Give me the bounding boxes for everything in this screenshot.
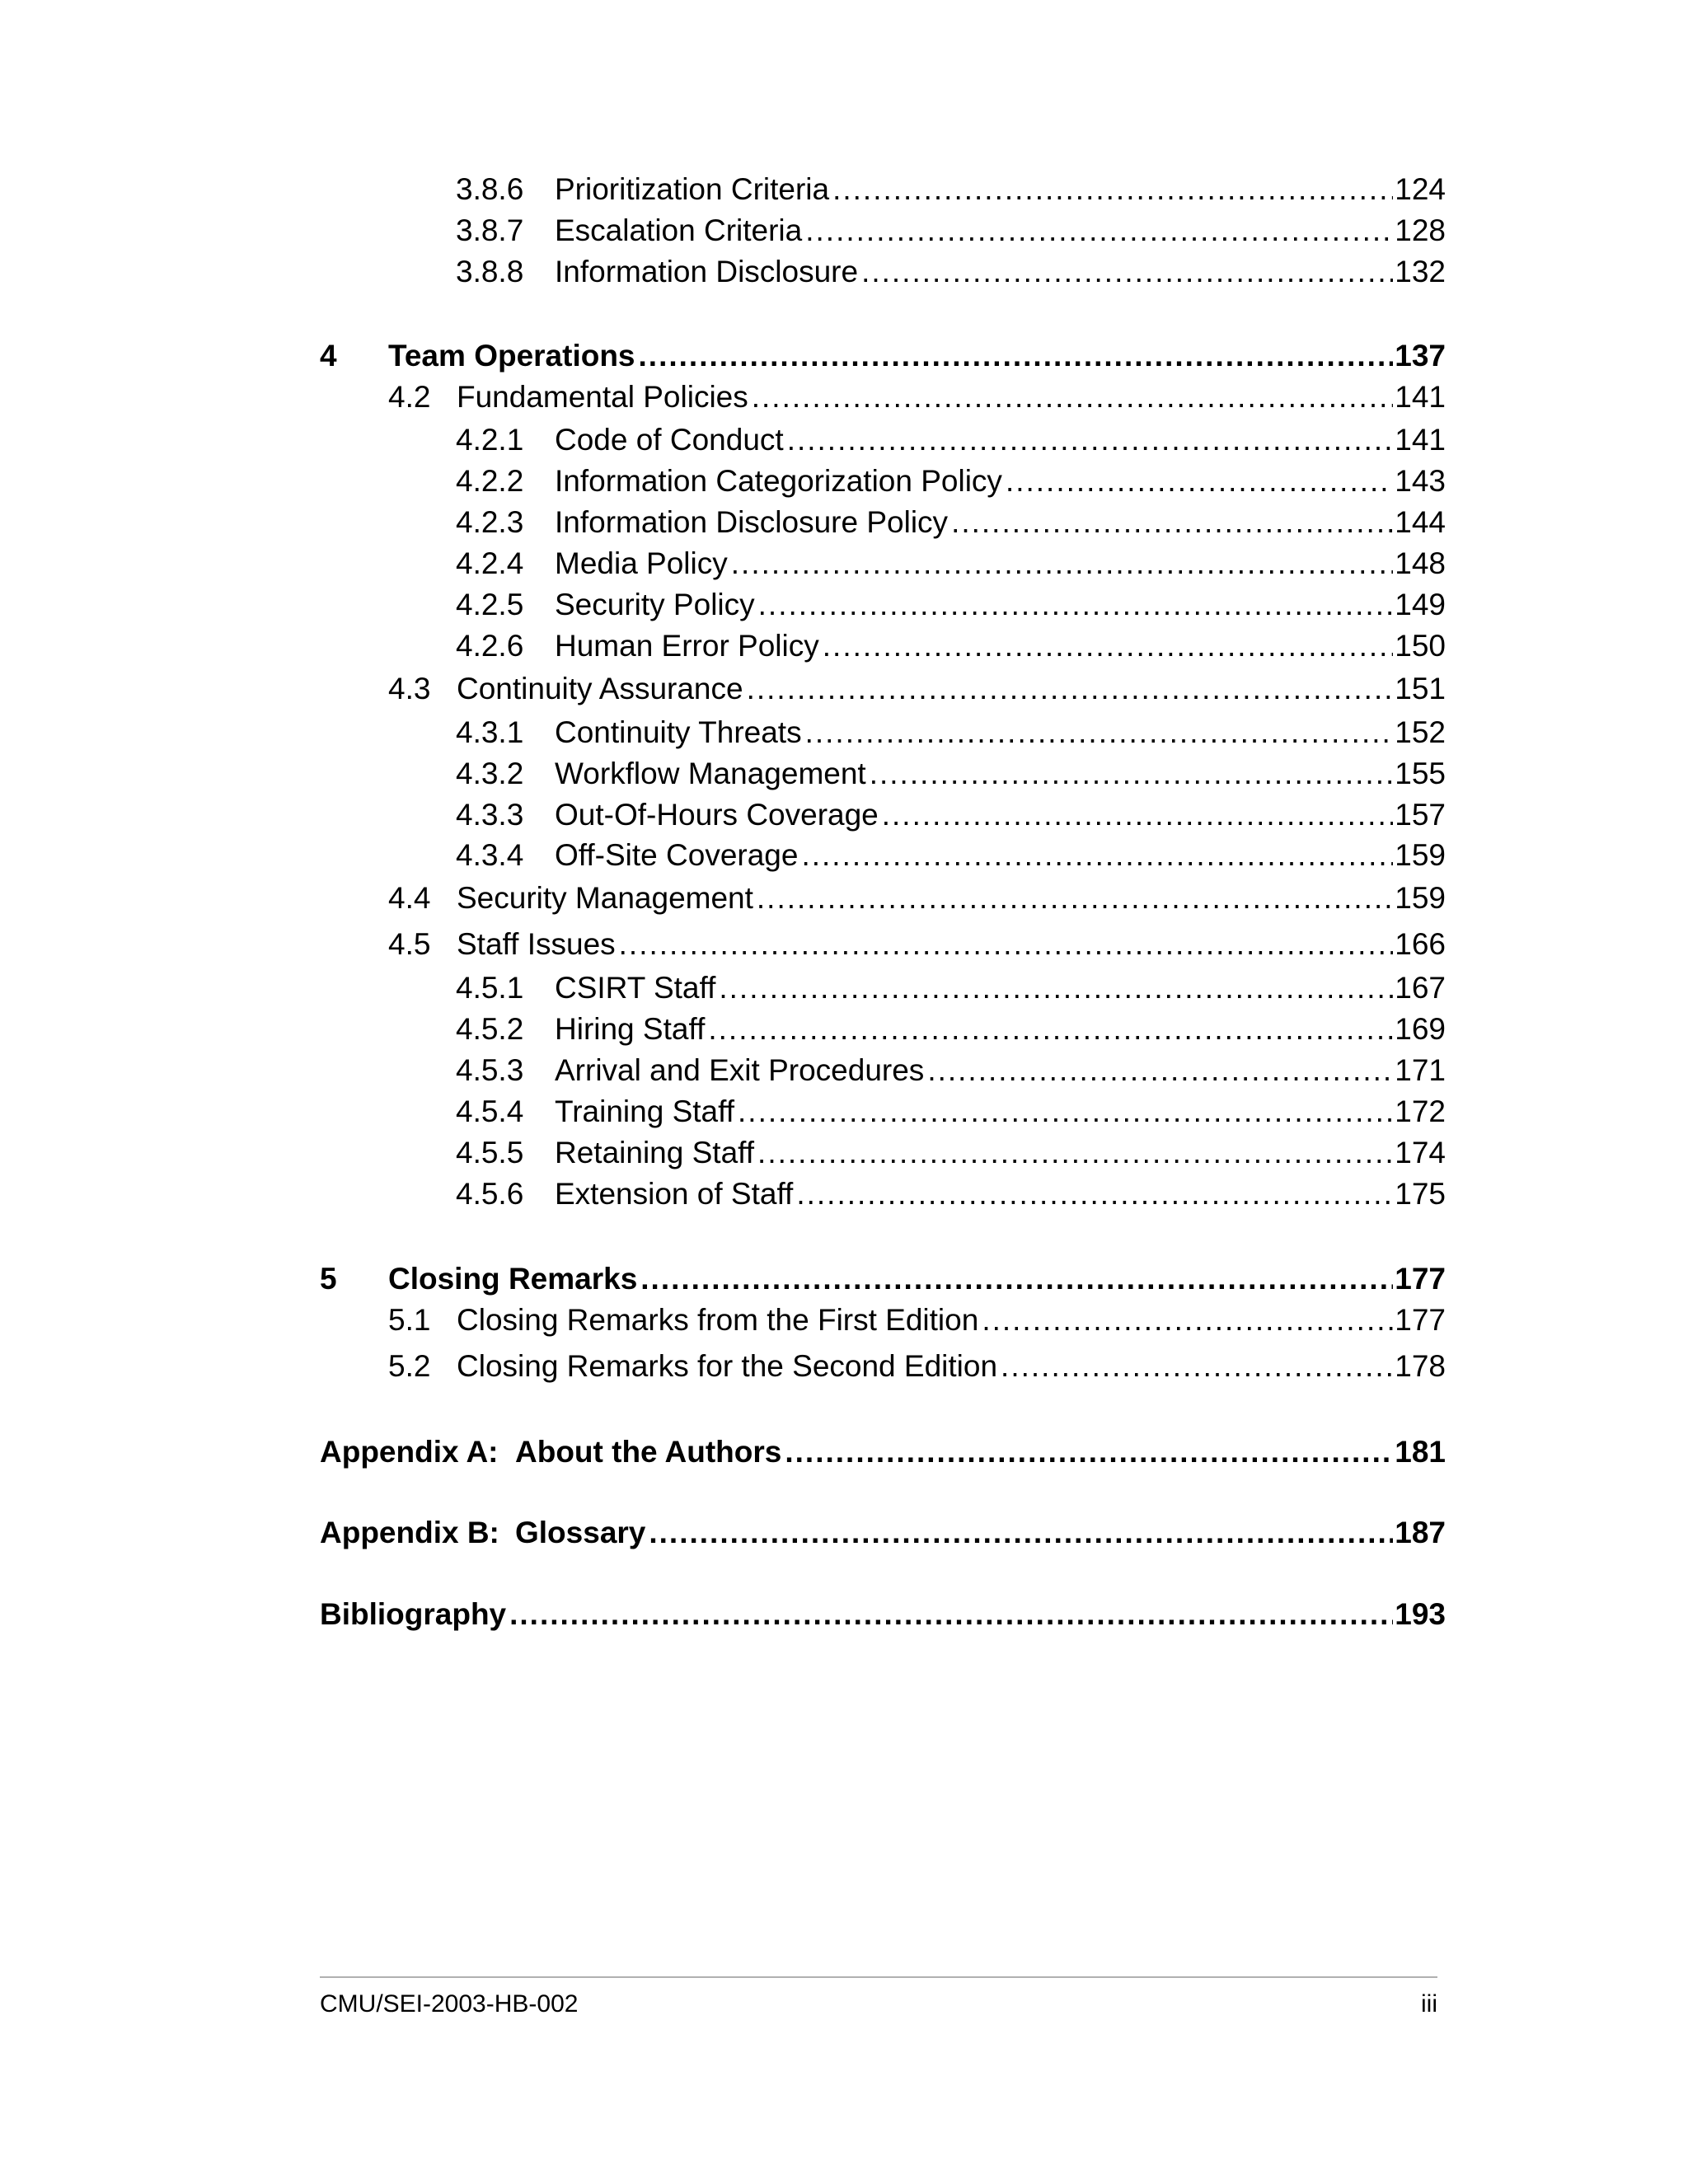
toc-entry-title: About the Authors xyxy=(515,1435,782,1469)
toc-entry-number: 4.3.1 xyxy=(456,715,524,749)
dot-leader xyxy=(748,377,1394,418)
dot-leader xyxy=(734,1091,1393,1132)
toc-entry-page: 143 xyxy=(1395,464,1446,498)
toc-entry-title: Arrival and Exit Procedures xyxy=(555,1053,925,1087)
toc-entry-page: 159 xyxy=(1395,881,1446,915)
toc-entry-number: 4 xyxy=(320,339,337,373)
footer-document-id: CMU/SEI-2003-HB-002 xyxy=(320,1990,579,2018)
toc-entry-number: 4.5.1 xyxy=(456,971,524,1005)
toc-entry-number: 4.5 xyxy=(388,927,431,961)
toc-entry-title: Staff Issues xyxy=(457,927,616,961)
dot-leader xyxy=(635,335,1394,377)
dot-leader xyxy=(802,712,1394,753)
toc-entry-number: 5.2 xyxy=(388,1349,431,1383)
toc-entry-title: Information Disclosure xyxy=(555,255,859,288)
toc-entry-title: Security Policy xyxy=(555,588,755,621)
toc-entry-page: 155 xyxy=(1395,757,1446,790)
toc-entry-number: 4.5.5 xyxy=(456,1136,524,1169)
toc-entry-page: 171 xyxy=(1395,1053,1446,1087)
toc-entry-number: 5 xyxy=(320,1262,337,1296)
dot-leader xyxy=(645,1512,1393,1554)
toc-entry-number: Appendix A: xyxy=(320,1435,499,1469)
dot-leader xyxy=(784,419,1394,461)
dot-leader xyxy=(753,878,1393,919)
toc-entry-page: 151 xyxy=(1395,672,1446,705)
toc-entry-number: 3.8.7 xyxy=(456,213,524,247)
dot-leader xyxy=(798,835,1393,876)
toc-entry-title: Hiring Staff xyxy=(555,1012,706,1046)
toc-entry-title: Team Operations xyxy=(388,339,635,373)
toc-entry-number: 3.8.6 xyxy=(456,172,524,206)
toc-entry-title: Glossary xyxy=(515,1516,646,1549)
toc-entry-page: 132 xyxy=(1395,255,1446,288)
dot-leader xyxy=(755,584,1394,626)
toc-entry-number: 4.5.4 xyxy=(456,1094,524,1128)
dot-leader xyxy=(948,502,1393,543)
toc-entry-number: 4.2 xyxy=(388,380,431,414)
toc-entry-number: 4.2.6 xyxy=(456,629,524,663)
dot-leader xyxy=(781,1432,1393,1473)
dot-leader xyxy=(819,626,1394,667)
toc-entry-number: 4.3.4 xyxy=(456,838,524,872)
toc-entry-number: 4.3 xyxy=(388,672,431,705)
dot-leader xyxy=(1002,461,1393,502)
toc-entry-number: 3.8.8 xyxy=(456,255,524,288)
toc-entry-number: 4.4 xyxy=(388,881,431,915)
toc-entry-title: Off-Site Coverage xyxy=(555,838,799,872)
toc-entry-number: 4.2.1 xyxy=(456,423,524,457)
dot-leader xyxy=(829,169,1393,210)
toc-entry-title: Fundamental Policies xyxy=(457,380,748,414)
dot-leader xyxy=(997,1346,1393,1387)
toc-entry-page: 166 xyxy=(1395,927,1446,961)
toc-entry-title: Closing Remarks for the Second Edition xyxy=(457,1349,998,1383)
dot-leader xyxy=(866,753,1394,794)
toc-entry-page: 193 xyxy=(1395,1597,1446,1631)
toc-entry-page: 177 xyxy=(1395,1303,1446,1337)
dot-leader xyxy=(879,794,1394,836)
toc-entry-title: Closing Remarks xyxy=(388,1262,638,1296)
toc-entry-page: 141 xyxy=(1395,380,1446,414)
toc-entry-title: Human Error Policy xyxy=(555,629,819,663)
toc-entry-page: 141 xyxy=(1395,423,1446,457)
toc-entry-page: 174 xyxy=(1395,1136,1446,1169)
toc-entry-page: 144 xyxy=(1395,505,1446,539)
toc-entry-page: 187 xyxy=(1395,1516,1446,1549)
toc-entry-number: 4.3.2 xyxy=(456,757,524,790)
toc-entry-title: Prioritization Criteria xyxy=(555,172,830,206)
dot-leader xyxy=(743,668,1394,710)
dot-leader xyxy=(728,543,1394,584)
toc-entry-title: Information Categorization Policy xyxy=(555,464,1002,498)
toc-entry-title: Code of Conduct xyxy=(555,423,784,457)
toc-entry-title: Closing Remarks from the First Edition xyxy=(457,1303,979,1337)
toc-entry-title: Workflow Management xyxy=(555,757,866,790)
toc-entry-number: 4.2.5 xyxy=(456,588,524,621)
dot-leader xyxy=(715,968,1393,1009)
toc-entry-number: 4.2.4 xyxy=(456,546,524,580)
toc-entry-page: 169 xyxy=(1395,1012,1446,1046)
toc-entry-page: 157 xyxy=(1395,798,1446,832)
dot-leader xyxy=(506,1594,1393,1635)
dot-leader xyxy=(637,1258,1393,1300)
footer-page-number: iii xyxy=(1421,1990,1437,2018)
toc-entry-page: 149 xyxy=(1395,588,1446,621)
toc-entry-page: 152 xyxy=(1395,715,1446,749)
footer-divider xyxy=(320,1976,1437,1978)
toc-entry-title: Bibliography xyxy=(320,1597,507,1631)
toc-entry-page: 172 xyxy=(1395,1094,1446,1128)
dot-leader xyxy=(793,1174,1393,1215)
toc-entry-page: 124 xyxy=(1395,172,1446,206)
toc-entry-number: 4.2.3 xyxy=(456,505,524,539)
toc-entry-title: Escalation Criteria xyxy=(555,213,803,247)
toc-entry-number: Appendix B: xyxy=(320,1516,499,1549)
toc-entry-page: 181 xyxy=(1395,1435,1446,1469)
toc-entry-title: Media Policy xyxy=(555,546,728,580)
toc-entry-page: 150 xyxy=(1395,629,1446,663)
toc-entry-page: 159 xyxy=(1395,838,1446,872)
toc-entry-number: 5.1 xyxy=(388,1303,431,1337)
toc-entry-page: 178 xyxy=(1395,1349,1446,1383)
toc-entry-page: 148 xyxy=(1395,546,1446,580)
dot-leader xyxy=(705,1009,1393,1050)
toc-entry-page: 175 xyxy=(1395,1177,1446,1211)
toc-entry-page: 128 xyxy=(1395,213,1446,247)
toc-entry-title: Extension of Staff xyxy=(555,1177,794,1211)
toc-entry-number: 4.3.3 xyxy=(456,798,524,832)
toc-entry-page: 167 xyxy=(1395,971,1446,1005)
toc-entry-number: 4.5.6 xyxy=(456,1177,524,1211)
toc-entry-number: 4.5.2 xyxy=(456,1012,524,1046)
toc-entry-title: Information Disclosure Policy xyxy=(555,505,949,539)
toc-entry-title: CSIRT Staff xyxy=(555,971,716,1005)
toc-entry-title: Continuity Assurance xyxy=(457,672,743,705)
toc-entry-title: Security Management xyxy=(457,881,753,915)
dot-leader xyxy=(616,924,1394,965)
dot-leader xyxy=(924,1050,1393,1091)
toc-entry-title: Continuity Threats xyxy=(555,715,802,749)
dot-leader xyxy=(802,210,1393,251)
dot-leader xyxy=(754,1132,1393,1174)
toc-entry-page: 177 xyxy=(1395,1262,1446,1296)
dot-leader xyxy=(978,1300,1393,1341)
toc-entry-title: Out-Of-Hours Coverage xyxy=(555,798,879,832)
toc-entry-title: Training Staff xyxy=(555,1094,735,1128)
toc-entry-number: 4.5.3 xyxy=(456,1053,524,1087)
dot-leader xyxy=(858,251,1393,293)
toc-entry-title: Retaining Staff xyxy=(555,1136,755,1169)
toc-entry-number: 4.2.2 xyxy=(456,464,524,498)
toc-entry-page: 137 xyxy=(1395,339,1446,373)
